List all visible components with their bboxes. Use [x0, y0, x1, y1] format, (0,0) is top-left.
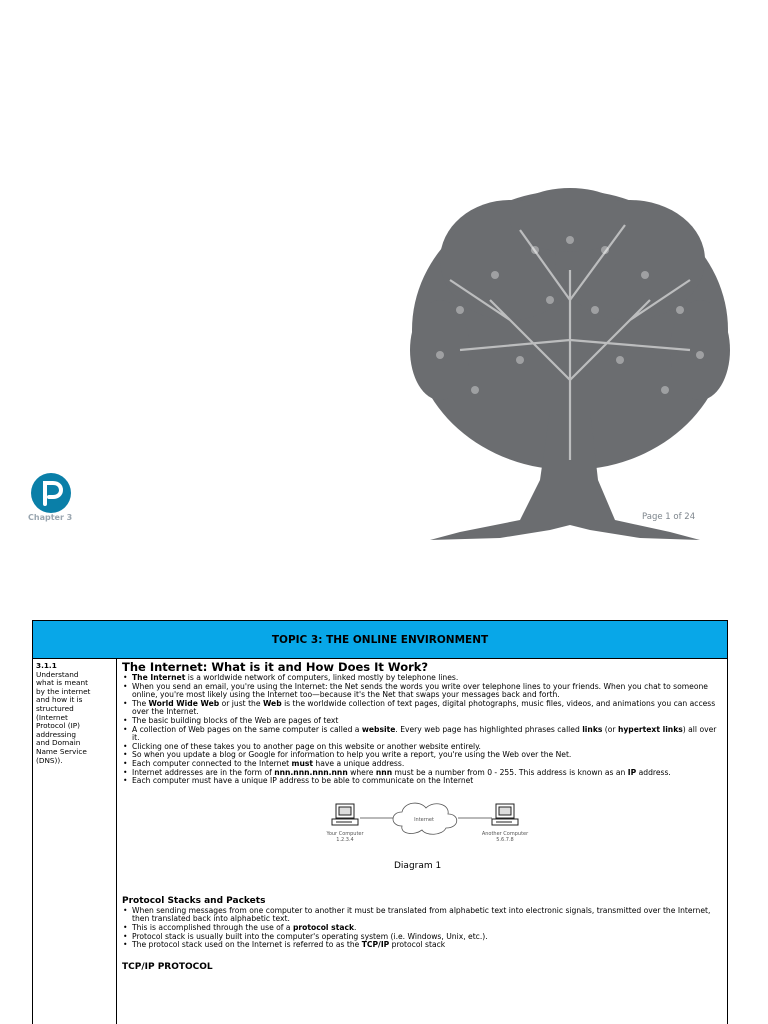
topic-title: TOPIC 3: THE ONLINE ENVIRONMENT [33, 621, 727, 659]
list-item: • Protocol stack is usually built into the computer's operating system (i.e. Windows, Unix, etc.). [122, 933, 721, 942]
content-row [33, 659, 727, 1024]
section-heading-tcp-ip: TCP/IP PROTOCOL [122, 961, 213, 972]
network-diagram-graphic [322, 800, 532, 862]
outcome-line: and how it is [36, 695, 83, 705]
internet-bullet-list [122, 674, 721, 786]
outcome-line: structured [36, 703, 74, 713]
outcome-line: (DNS)). [36, 755, 63, 765]
computer-icon [332, 804, 358, 825]
list-item: • A collection of Web pages on the same computer is called a website. Every web page has highlighted phrases called links (or hypertext links) all over it. [122, 726, 721, 743]
outcome-reference: 3.1.1 [36, 661, 57, 670]
right-computer-label: Another Computer [481, 830, 529, 837]
outcome-line: Name Service [36, 746, 87, 756]
tree-icon [400, 180, 740, 550]
tcp-ip-section [122, 962, 721, 973]
learning-outcome-column [33, 659, 117, 1024]
diagram-caption: Diagram 1 [394, 860, 442, 871]
list-item: • The protocol stack used on the Internet is referred to as the TCP/IP protocol stack [122, 941, 721, 950]
list-item: • Each computer must have a unique IP address to be able to communicate on the Internet [122, 777, 721, 786]
content-column [117, 659, 727, 1024]
left-computer-ip: 1.2.3.4 [336, 836, 354, 843]
outcome-line: by the internet [36, 686, 91, 696]
topic-table [32, 620, 728, 1024]
list-item: • The World Wide Web or just the Web is the worldwide collection of text pages, digital photographs, music files, videos, and animations you can access over the Internet. [122, 700, 721, 717]
computer-icon [492, 804, 518, 825]
chapter-label: Chapter 3 [28, 513, 73, 522]
outcome-line: addressing [36, 729, 76, 739]
section-heading-internet: The Internet: What is it and How Does It Work? [122, 660, 429, 674]
outcome-line: and Domain [36, 738, 81, 748]
left-computer-label: Your Computer [326, 830, 364, 837]
list-item: • Clicking one of these takes you to another page on this website or another website entirely. [122, 743, 721, 752]
page-number: Page 1 of 24 [642, 512, 696, 522]
list-item: • So when you update a blog or Google for information to help you write a report, you're using the Web over the Net. [122, 751, 721, 760]
right-computer-ip: 5.6.7.8 [496, 836, 514, 843]
list-item: • The Internet is a worldwide network of computers, linked mostly by telephone lines. [122, 674, 721, 683]
section-heading-protocol-stacks: Protocol Stacks and Packets [122, 895, 266, 906]
outcome-line: what is meant [36, 678, 88, 688]
list-item: • Internet addresses are in the form of nnn.nnn.nnn.nnn where nnn must be a number from 0 - 255. This address is known as an IP address. [122, 769, 721, 778]
pearson-logo-icon [30, 472, 72, 514]
protocol-stacks-section [122, 896, 721, 950]
cloud-label: Internet [414, 816, 434, 823]
list-item: • The basic building blocks of the Web are pages of text [122, 717, 721, 726]
network-diagram [122, 794, 721, 894]
list-item: • When you send an email, you're using the Internet: the Net sends the words you write over telephone lines to your friends. When you chat to someone online, you're most likely using the Internet too—because it's the Net that swaps your messages back and forth. [122, 683, 721, 700]
outcome-line: Protocol (IP) [36, 721, 80, 731]
list-item: • This is accomplished through the use of a protocol stack. [122, 924, 721, 933]
list-item: • When sending messages from one computer to another it must be translated from alphabetic text into electronic signals, transmitted over the Internet, then translated back into alphabetic text. [122, 907, 721, 924]
outcome-line: (Internet [36, 712, 68, 722]
list-item: • Each computer connected to the Internet must have a unique address. [122, 760, 721, 769]
outcome-line: Understand [36, 669, 79, 679]
protocol-bullet-list [122, 907, 721, 950]
